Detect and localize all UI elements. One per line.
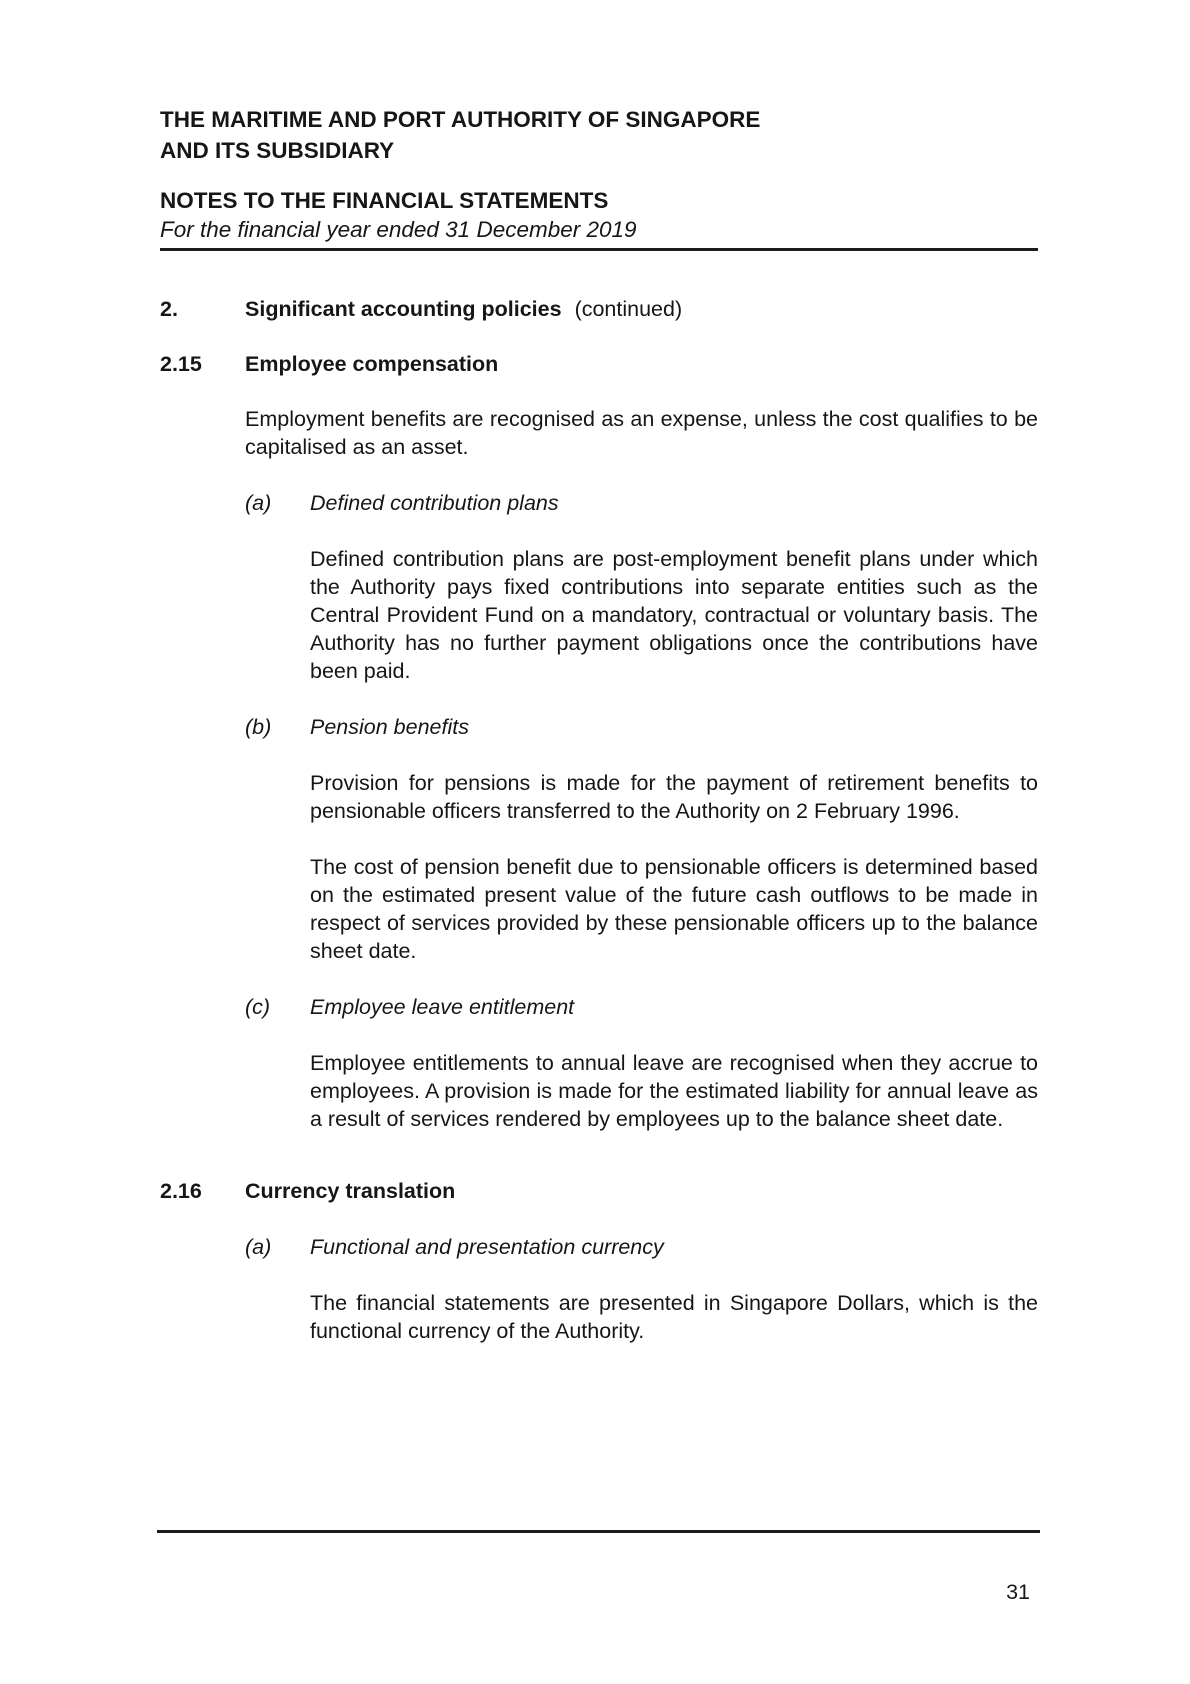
section-heading-2-15	[160, 350, 1038, 378]
org-name	[160, 104, 1038, 166]
section-heading-2-16	[160, 1177, 1038, 1205]
section-heading-2	[160, 295, 1038, 323]
subsection-heading-a2	[245, 1233, 1038, 1261]
org-name-line1: THE MARITIME AND PORT AUTHORITY OF SINGAPORE	[160, 107, 761, 132]
section-number: 2.15	[160, 352, 202, 376]
subsection-heading-b	[245, 713, 1038, 741]
paragraph: Employee entitlements to annual leave are recognised when they accrue to employees. A provision is made for the estimated liability for annual leave as a result of services rendered by employees up to the balance sheet date.	[310, 1051, 1038, 1131]
section-title: Employee compensation	[245, 352, 499, 376]
header-rule	[160, 248, 1038, 251]
paragraph: The cost of pension benefit due to pensionable officers is determined based on the estimated present value of the future cash outflows to be made in respect of services provided by these pensionable officers up to the balance sheet date.	[310, 855, 1038, 963]
org-name-line2: AND ITS SUBSIDIARY	[160, 138, 395, 163]
section-number: 2.16	[160, 1179, 202, 1203]
footer-rule	[157, 1530, 1040, 1533]
subsection-heading-a	[245, 489, 1038, 517]
subsection-title: Functional and presentation currency	[310, 1235, 664, 1259]
page-number: 31	[1006, 1580, 1030, 1604]
page-content	[160, 0, 1038, 1345]
subsection-label: (c)	[245, 995, 271, 1019]
paragraph: Defined contribution plans are post-employment benefit plans under which the Authority pays fixed contributions into separate entities such as the Central Provident Fund on a mandatory, contractual or voluntary basis. The Authority has no further payment obligations once the contributions have been paid.	[310, 547, 1038, 683]
section-title: Significant accounting policies	[245, 297, 562, 321]
paragraph: Employment benefits are recognised as an expense, unless the cost qualifies to be capitalised as an asset.	[245, 407, 1038, 459]
subsection-heading-c	[245, 993, 1038, 1021]
section-continued-label: (continued)	[574, 297, 683, 321]
section-title: Currency translation	[245, 1179, 456, 1203]
subsection-label: (a)	[245, 1235, 272, 1259]
subsection-label: (a)	[245, 491, 272, 515]
subsection-label: (b)	[245, 715, 272, 739]
paragraph: The financial statements are presented in Singapore Dollars, which is the functional currency of the Authority.	[310, 1291, 1038, 1343]
document-subtitle: For the financial year ended 31 December 2019	[160, 217, 637, 242]
section-number: 2.	[160, 297, 178, 321]
subsection-title: Employee leave entitlement	[310, 995, 575, 1019]
subsection-title: Defined contribution plans	[310, 491, 559, 515]
subsection-title: Pension benefits	[310, 715, 469, 739]
document-title: NOTES TO THE FINANCIAL STATEMENTS	[160, 188, 609, 213]
paragraph: Provision for pensions is made for the payment of retirement benefits to pensionable officers transferred to the Authority on 2 February 1996.	[310, 771, 1038, 823]
